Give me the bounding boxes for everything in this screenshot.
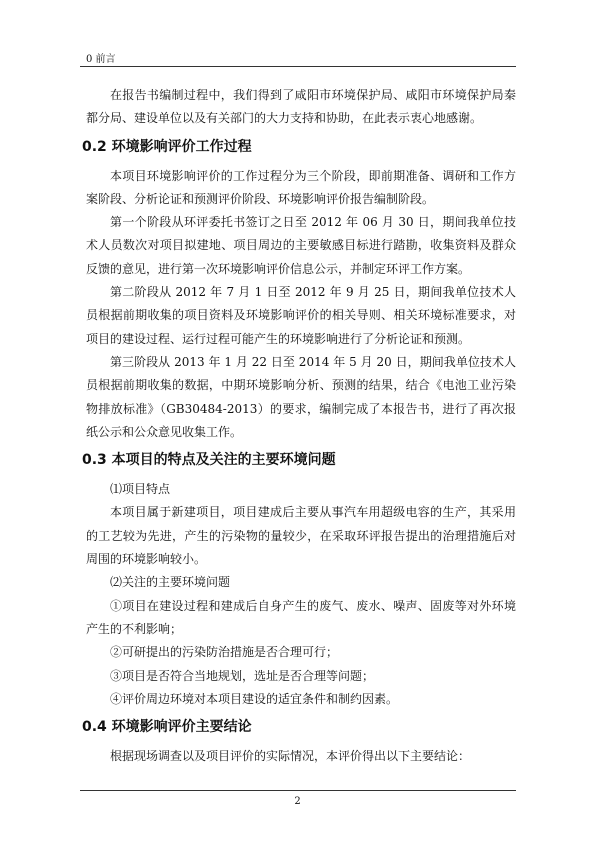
section-0-4-paragraph: 根据现场调查以及项目评价的实际情况，本评价得出以下主要结论： <box>110 749 471 764</box>
section-0-4-title: 0.4 环境影响评价主要结论 <box>82 719 252 736</box>
project-features-paragraph: 本项目属于新建项目，项目建成后主要从事汽车用超级电容的生产，其采用的工艺较为先进，产生的污染物的量较少，在采取环评报告提出的治理措施后对周围的环境影响较小。 <box>86 505 516 567</box>
subheading-environmental-issues: ⑵关注的主要环境问题 <box>110 575 231 590</box>
section-0-2-paragraph: 第一个阶段从环评委托书签订之日至 2012 年 06 月 30 日，期间我单位技术人员数次对项目拟建地、项目周边的主要敏感目标进行踏勘，收集资料及群众反馈的意见，进行第一次环境影响评价信息公示，并制定环评工作方案。 <box>86 215 516 276</box>
footer-divider <box>80 790 516 791</box>
section-0-2-paragraph: 本项目环境影响评价的工作过程分为三个阶段，即前期准备、调研和工作方案阶段、分析论证和预测评价阶段、环境影响评价报告编制阶段。 <box>86 168 516 206</box>
section-0-2-title: 0.2 环境影响评价工作过程 <box>82 138 252 155</box>
issue-list-item: ①项目在建设过程和建成后自身产生的废气、废水、噪声、固废等对外环境产生的不利影响； <box>86 598 516 636</box>
issue-list-item: ④评价周边环境对本项目建设的适宜条件和制约因素。 <box>110 691 399 706</box>
section-0-2-paragraph: 第二阶段从 2012 年 7 月 1 日至 2012 年 9 月 25 日，期间我单位技术人员根据前期收集的项目资料及环境影响评价的相关导则、相关环境标准要求，对项目的建设过程、运行过程可能产生的环境影响进行了分析论证和预测。 <box>86 285 516 346</box>
page-number: 2 <box>294 796 301 807</box>
document-body <box>82 84 516 768</box>
subheading-project-features: ⑴项目特点 <box>110 482 171 497</box>
running-header: 0 前言 <box>86 54 116 65</box>
section-0-2-paragraph: 第三阶段从 2013 年 1 月 22 日至 2014 年 5 月 20 日，期间我单位技术人员根据前期收集的数据，中期环境影响分析、预测的结果，结合《电池工业污染物排放标准》（GB30484-2013）的要求，编制完成了本报告书，进行了再次报纸公示和公众意见收集工作。 <box>86 354 516 439</box>
intro-paragraph: 在报告书编制过程中，我们得到了咸阳市环境保护局、咸阳市环境保护局秦都分局、建设单位以及有关部门的大力支持和协助，在此表示衷心地感谢。 <box>86 88 516 126</box>
section-0-3-title: 0.3 本项目的特点及关注的主要环境问题 <box>82 452 336 469</box>
issue-list-item: ②可研提出的污染防治措施是否合理可行； <box>110 645 339 660</box>
issue-list-item: ③项目是否符合当地规划，选址是否合理等问题； <box>110 668 375 683</box>
header-divider <box>80 66 516 67</box>
